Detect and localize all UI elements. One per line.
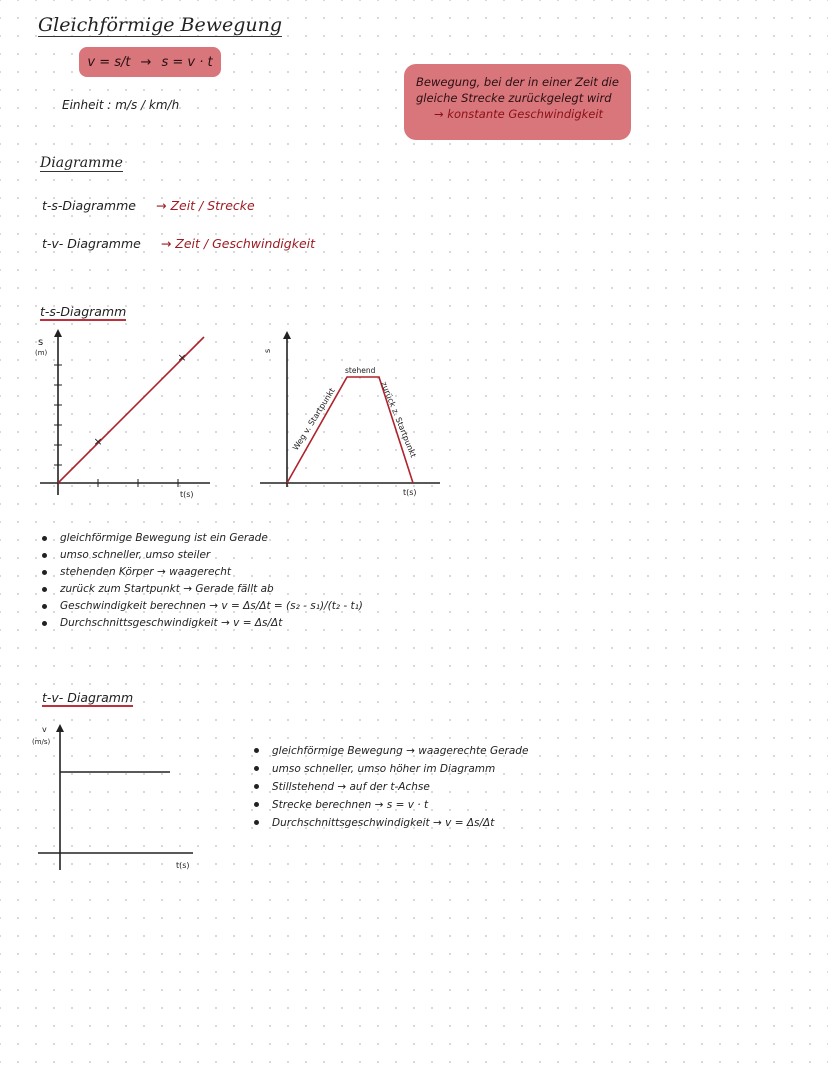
diagram-type-name: t-s-Diagramme [42,198,136,213]
y-axis-label: s [263,348,272,353]
definition-box [404,64,631,140]
diagram-type-meaning: Zeit / Geschwindigkeit [175,236,316,251]
list-item: umso schneller, umso steiler [42,547,363,564]
y-axis-arrow-icon [283,331,291,339]
definition-consequence: → konstante Geschwindigkeit [434,107,604,121]
ts-chart-trip [255,325,455,500]
x-axis-label: t(s) [403,488,417,497]
list-item: Strecke berechnen → s = v · t [254,796,528,814]
y-axis-arrow-icon [54,329,62,337]
diagram-type-ts [42,198,255,213]
point-marker: × [93,435,103,448]
y-axis-unit: (m/s) [32,738,51,746]
diagram-type-tv [42,236,315,251]
label-stationary: stehend [345,366,376,375]
unit-value: m/s / km/h [115,98,180,112]
list-item: gleichförmige Bewegung ist ein Gerade [42,530,363,547]
tv-heading: t-v- Diagramm [42,690,134,705]
arrow-icon: → [160,236,172,251]
tv-chart [28,720,198,875]
arrow-icon: → [140,54,152,70]
formula-main: v = s/t [87,54,131,70]
ts-heading: t-s-Diagramm [40,304,127,319]
ts-chart-linear [30,325,220,500]
point-marker: × [177,351,187,364]
list-item: umso schneller, umso höher im Diagramm [254,760,528,778]
list-item: zurück zum Startpunkt → Gerade fällt ab [42,581,363,598]
list-item: Geschwindigkeit berechnen → v = Δs/Δt = (s₂ - s₁)/(t₂ - t₁) [42,598,363,615]
label-up: Weg v. Startpunkt [291,386,337,453]
diagram-type-meaning: Zeit / Strecke [170,198,255,213]
list-item: stehenden Körper → waagerecht [42,564,363,581]
list-item: Stillstehend → auf der t-Achse [254,778,528,796]
unit-line [62,98,179,112]
formula-derived: s = v · t [161,54,213,70]
y-axis-label: s [38,337,44,348]
arrow-icon: → [155,198,167,213]
x-axis-label: t(s) [180,490,194,499]
definition-text: Bewegung, bei der in einer Zeit die gleiche Strecke zurückgelegt wird [416,75,619,105]
tv-bullet-list [254,742,528,832]
diagram-type-name: t-v- Diagramme [42,236,141,251]
list-item: Durchschnittsgeschwindigkeit → v = Δs/Δt [254,814,528,832]
y-axis-unit: (m) [35,349,48,357]
y-axis-arrow-icon [56,724,64,732]
y-axis-label: v [42,725,47,734]
ts-bullet-list [42,530,363,632]
page-title: Gleichförmige Bewegung [38,14,283,36]
label-back: zurück z. Startpunkt [379,380,418,459]
formula-box [79,47,221,77]
list-item: Durchschnittsgeschwindigkeit → v = Δs/Δt [42,615,363,632]
diagrams-heading: Diagramme [40,155,123,171]
x-axis-label: t(s) [176,861,190,870]
unit-label: Einheit : [62,98,112,112]
list-item: gleichförmige Bewegung → waagerechte Gerade [254,742,528,760]
